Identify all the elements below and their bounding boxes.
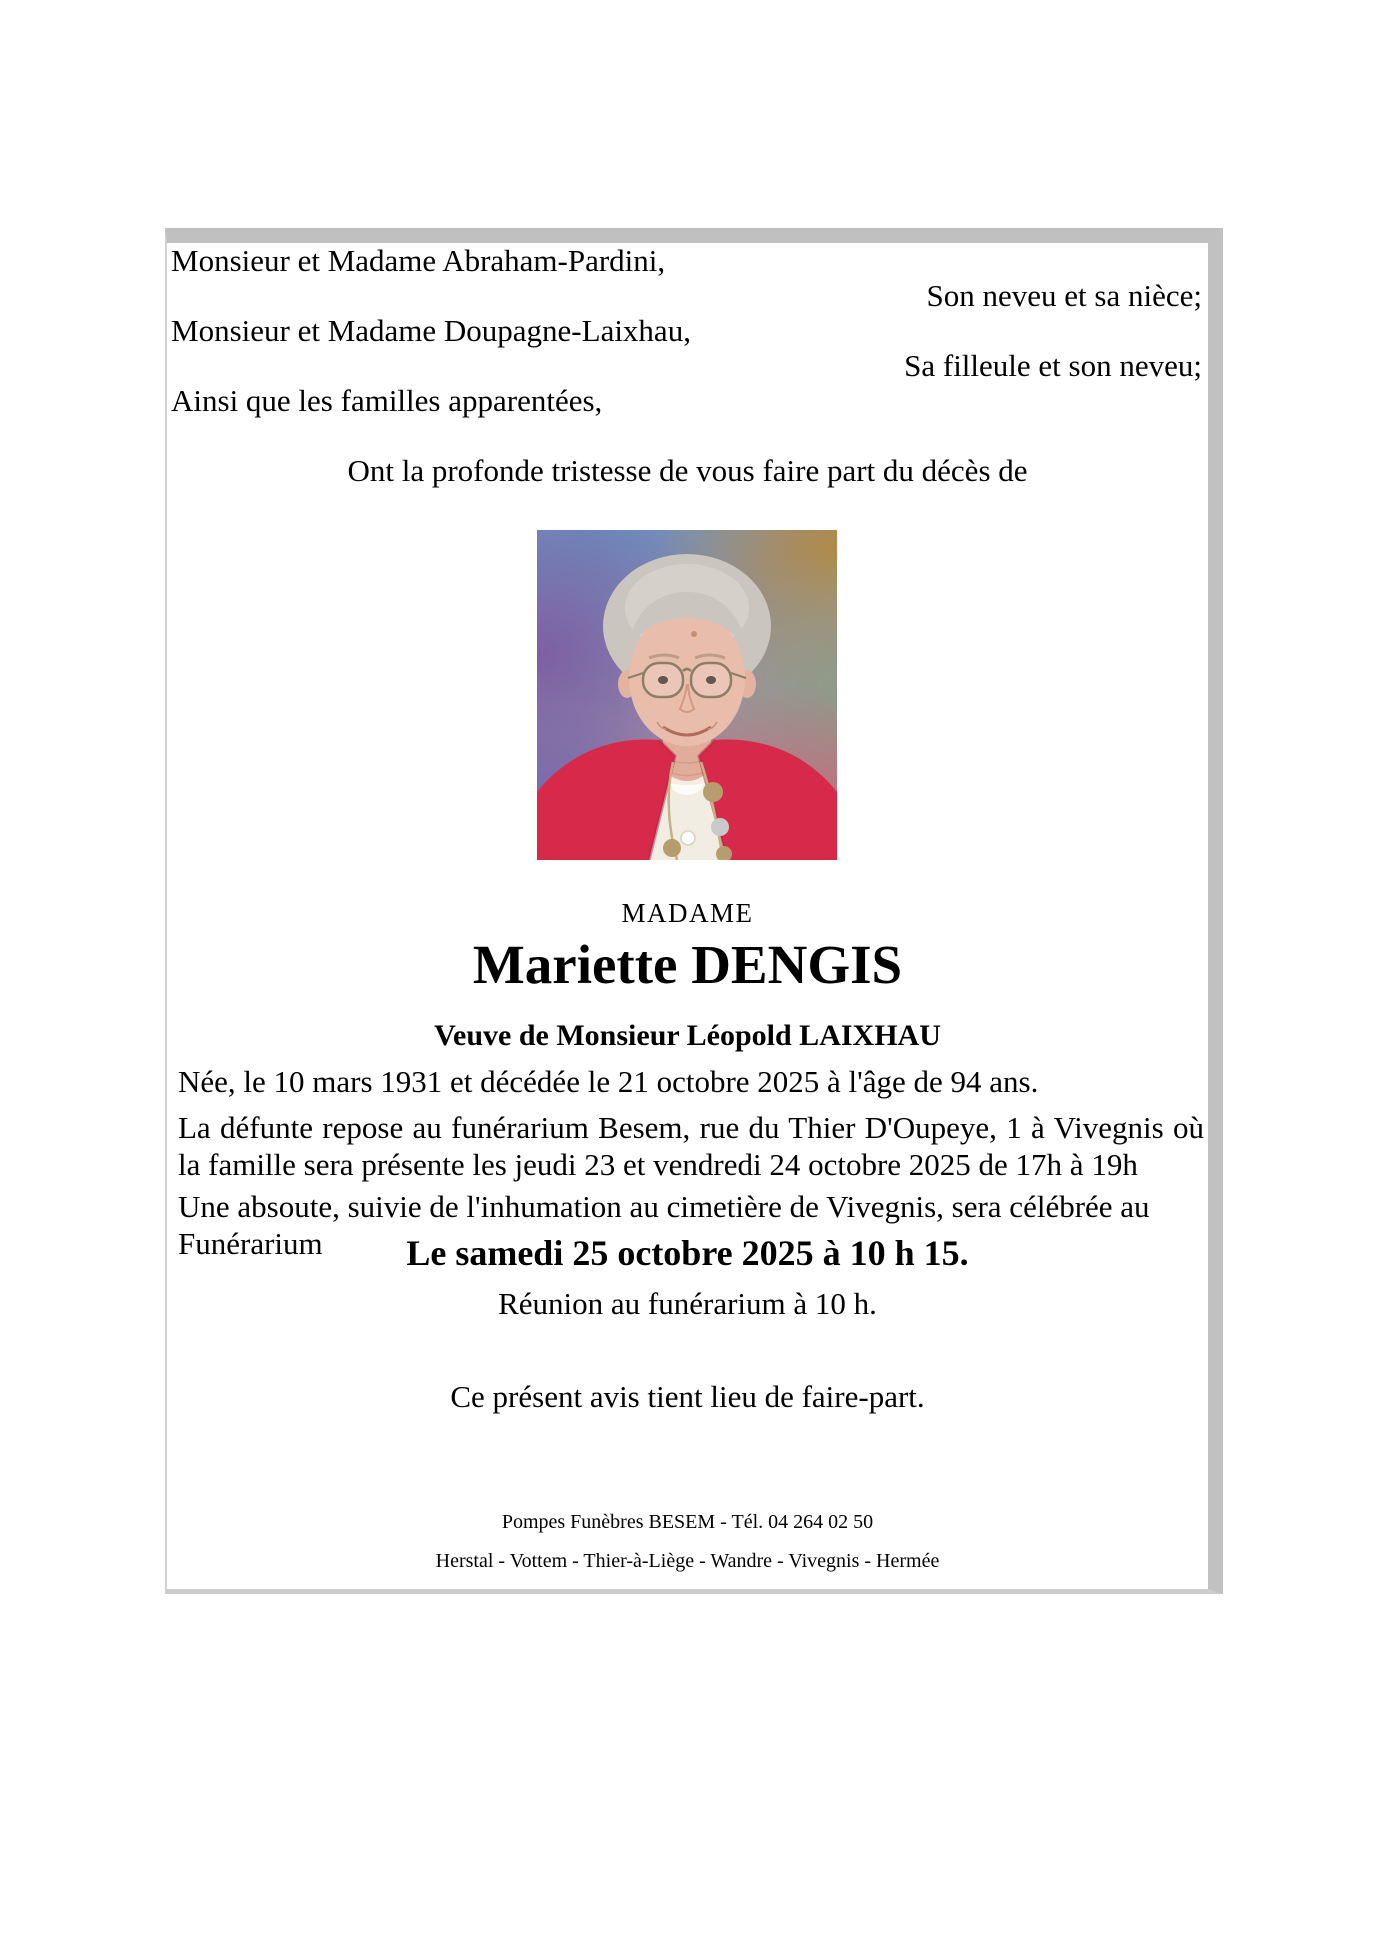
portrait-photo — [537, 530, 837, 860]
meeting-line: Réunion au funérarium à 10 h. — [498, 1286, 877, 1321]
announcement-line: Ont la profonde tristesse de vous faire part du décès de — [347, 453, 1028, 488]
portrait-person-drawing — [537, 530, 837, 860]
widow-line: Veuve de Monsieur Léopold LAIXHAU — [434, 1019, 941, 1052]
relation-line-1: Son neveu et sa nièce; — [926, 278, 1202, 313]
notice-frame — [165, 228, 1223, 1594]
relatives-line-3: Ainsi que les familles apparentées, — [171, 383, 603, 418]
ceremony-date-line: Le samedi 25 octobre 2025 à 10 h 15. — [406, 1233, 969, 1273]
farewell-line: Ce présent avis tient lieu de faire-part. — [450, 1379, 925, 1414]
relation-line-2: Sa filleule et son neveu; — [904, 348, 1202, 383]
repose-paragraph: La défunte repose au funérarium Besem, rue du Thier D'Oupeye, 1 à Vivegnis où la famille sera présente les jeudi 23 et vendredi 24 octobre 2025 de 17h à 19h — [178, 1110, 1204, 1182]
localities-line: Herstal - Vottem - Thier-à-Liège - Wandre - Vivegnis - Hermée — [435, 1550, 940, 1572]
deceased-name: Mariette DENGIS — [472, 934, 903, 995]
absoute-paragraph: Une absoute, suivie de l'inhumation au cimetière de Vivegnis, sera célébrée au Funérarium — [178, 1189, 1150, 1261]
funeral-home-line: Pompes Funèbres BESEM - Tél. 04 264 02 50 — [501, 1511, 874, 1533]
relatives-line-2: Monsieur et Madame Doupagne-Laixhau, — [171, 313, 691, 348]
birth-death-line: Née, le 10 mars 1931 et décédée le 21 octobre 2025 à l'âge de 94 ans. — [178, 1064, 1039, 1099]
honorific-title: MADAME — [621, 898, 754, 928]
relatives-line-1: Monsieur et Madame Abraham-Pardini, — [171, 243, 666, 278]
